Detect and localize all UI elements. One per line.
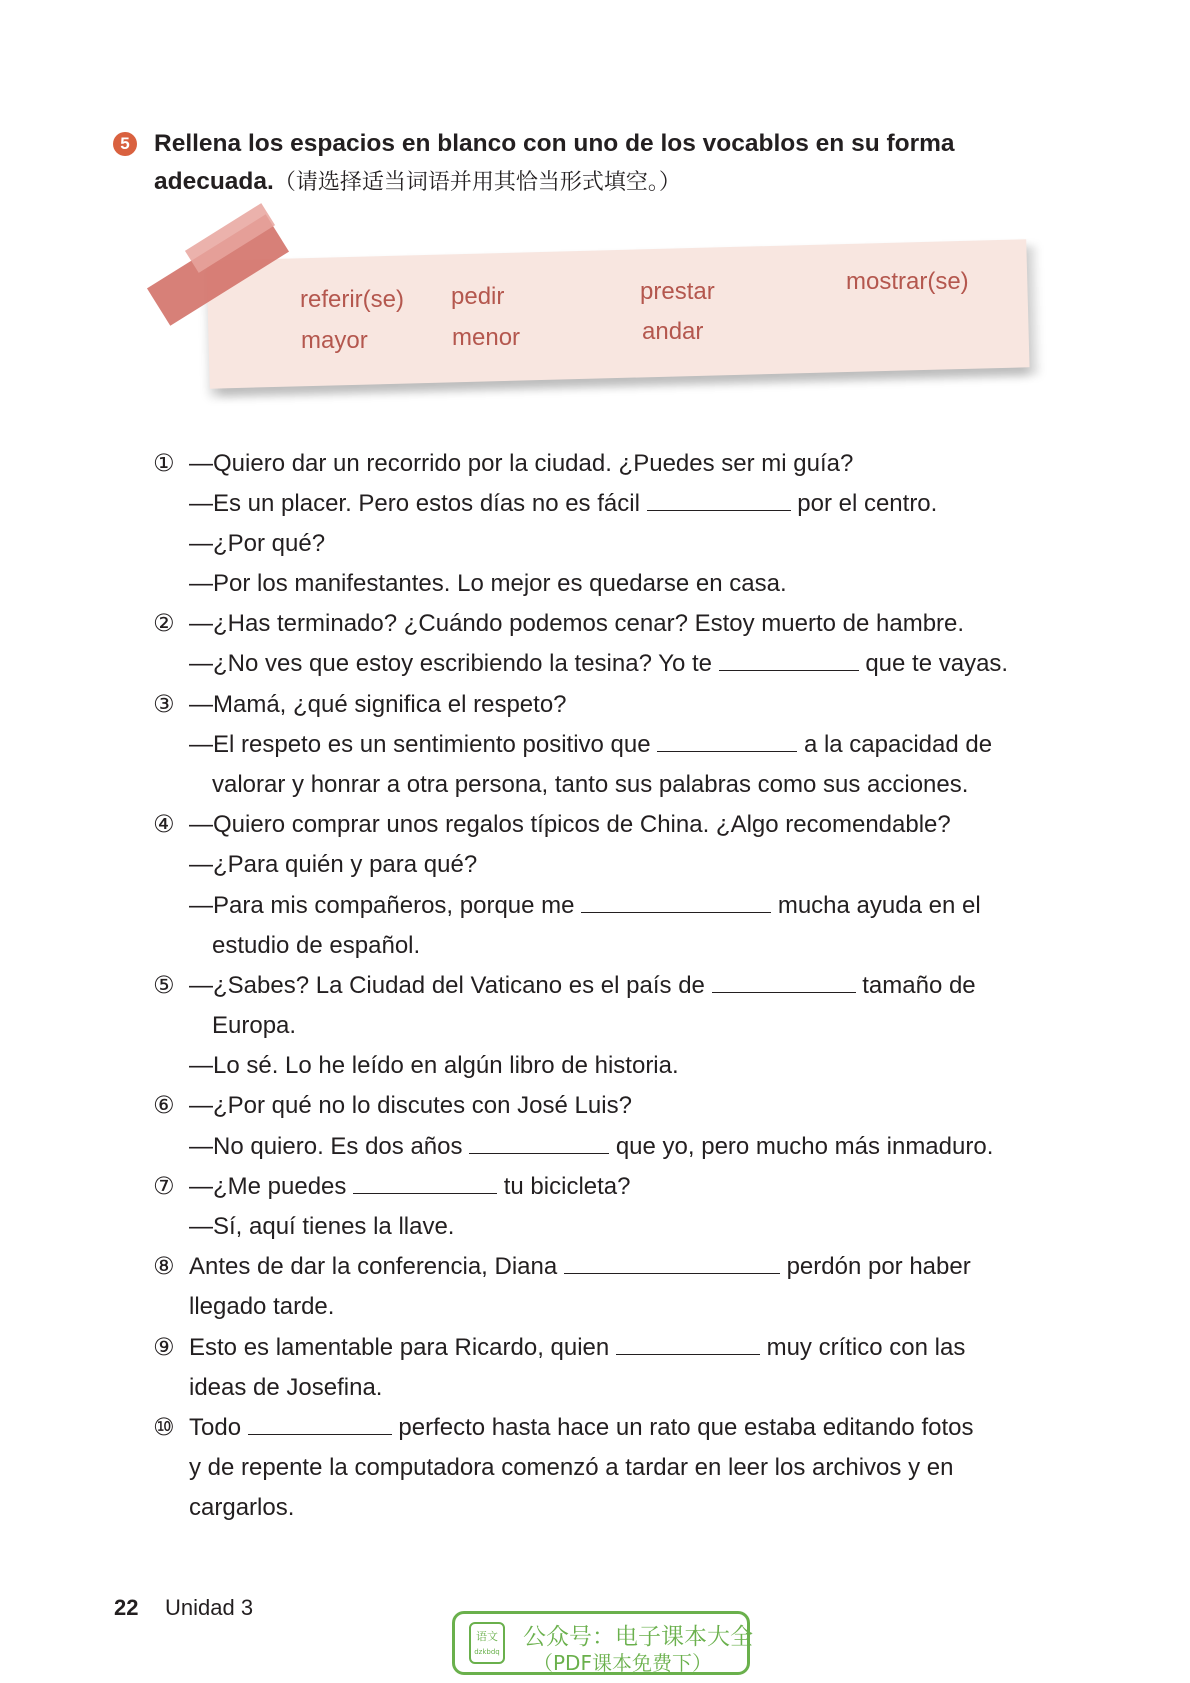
exercise-title-line2 xyxy=(154,167,681,198)
item-7-line-2 xyxy=(189,1212,454,1242)
item-10-line-2 xyxy=(189,1453,953,1483)
item-5-text: tamaño de xyxy=(862,972,976,999)
item-4-line-4 xyxy=(212,931,420,961)
answer-blank[interactable] xyxy=(616,1336,760,1355)
answer-blank[interactable] xyxy=(712,974,856,993)
stamp-logo-sub: dzkbdq xyxy=(474,1648,500,1656)
item-8-line-1 xyxy=(153,1252,971,1282)
item-5-line-2 xyxy=(212,1011,296,1041)
item-10-text: cargarlos. xyxy=(189,1494,295,1521)
stamp-logo-text: 语文 xyxy=(476,1630,498,1643)
item-9-text: muy crítico con las xyxy=(766,1334,966,1361)
item-9-text: Esto es lamentable para Ricardo, quien xyxy=(189,1334,610,1361)
item-9-line-2 xyxy=(189,1373,382,1403)
item-3-text: a la capacidad de xyxy=(803,731,993,758)
item-7-text: tu bicicleta? xyxy=(503,1173,631,1200)
item-7-number: ⑦ xyxy=(153,1173,175,1200)
item-1-line-4 xyxy=(189,569,787,599)
item-2-line-2 xyxy=(189,649,1008,679)
word-prestar: prestar xyxy=(640,278,715,305)
item-8-text: Antes de dar la conferencia, Diana xyxy=(189,1253,558,1280)
item-6-number: ⑥ xyxy=(153,1092,175,1119)
unit-label: Unidad 3 xyxy=(165,1595,254,1620)
item-4-text: —¿Para quién y para qué? xyxy=(189,851,478,878)
item-10-text: y de repente la computadora comenzó a tardar en leer los archivos y en xyxy=(189,1454,954,1481)
item-3-text: valorar y honrar a otra persona, tanto sus palabras como sus acciones. xyxy=(212,771,969,798)
item-6-text: —No quiero. Es dos años xyxy=(189,1133,463,1160)
stamp-line-2: （PDF课本免费下） xyxy=(533,1651,712,1675)
item-1-text: por el centro. xyxy=(797,490,938,517)
word-mayor: mayor xyxy=(301,327,368,354)
item-3-text: —El respeto es un sentimiento positivo que xyxy=(189,731,651,758)
item-3-text: —Mamá, ¿qué significa el respeto? xyxy=(189,691,567,718)
item-8-text: perdón por haber xyxy=(786,1253,971,1280)
item-5-text: —¿Sabes? La Ciudad del Vaticano es el país de xyxy=(189,972,705,999)
item-1-line-3 xyxy=(189,529,325,559)
item-10-text: perfecto hasta hace un rato que estaba editando fotos xyxy=(398,1414,974,1441)
item-5-line-1 xyxy=(153,971,976,1001)
item-1-text: —Quiero dar un recorrido por la ciudad. ¿Puedes ser mi guía? xyxy=(189,450,854,477)
page-number: 22 xyxy=(114,1595,139,1620)
item-10-line-3 xyxy=(189,1493,294,1523)
exercise-number-badge: 5 xyxy=(113,132,137,156)
answer-blank[interactable] xyxy=(647,492,791,511)
item-7-line-1 xyxy=(153,1172,631,1202)
item-4-number: ④ xyxy=(153,811,175,838)
exercise-title-chinese: （请选择适当词语并用其恰当形式填空。） xyxy=(273,170,681,195)
item-4-text: —Quiero comprar unos regalos típicos de China. ¿Algo recomendable? xyxy=(189,811,951,838)
item-7-text: —Sí, aquí tienes la llave. xyxy=(189,1213,455,1240)
word-menor: menor xyxy=(452,324,521,351)
item-2-text: —¿Has terminado? ¿Cuándo podemos cenar? Estoy muerto de hambre. xyxy=(189,610,965,637)
item-8-text: llegado tarde. xyxy=(189,1293,335,1320)
item-7-text: —¿Me puedes xyxy=(189,1173,347,1200)
item-6-line-1 xyxy=(153,1091,632,1121)
item-1-number: ① xyxy=(153,450,175,477)
item-6-line-2 xyxy=(189,1132,993,1162)
item-2-text: que te vayas. xyxy=(865,650,1009,677)
item-4-text: mucha ayuda en el xyxy=(777,892,981,919)
item-3-line-3 xyxy=(212,770,968,800)
word-referir: referir(se) xyxy=(300,286,405,313)
item-4-line-3 xyxy=(189,891,981,921)
item-1-text: —Es un placer. Pero estos días no es fácil xyxy=(189,490,640,517)
item-5-text: Europa. xyxy=(212,1012,297,1039)
item-3-line-1 xyxy=(153,690,567,720)
item-9-text: ideas de Josefina. xyxy=(189,1374,383,1401)
item-4-line-2 xyxy=(189,850,477,880)
item-2-number: ② xyxy=(153,610,175,637)
item-6-text: que yo, pero mucho más inmaduro. xyxy=(615,1133,994,1160)
item-5-number: ⑤ xyxy=(153,972,175,999)
item-2-line-1 xyxy=(153,609,964,639)
watermark-stamp xyxy=(452,1611,753,1675)
item-5-line-3 xyxy=(189,1051,679,1081)
item-9-number: ⑨ xyxy=(153,1334,175,1361)
item-8-number: ⑧ xyxy=(153,1253,175,1280)
word-mostrar: mostrar(se) xyxy=(846,268,969,295)
item-10-line-1 xyxy=(153,1413,973,1443)
answer-blank[interactable] xyxy=(353,1175,497,1194)
item-1-text: —Por los manifestantes. Lo mejor es quedarse en casa. xyxy=(189,570,787,597)
item-9-line-1 xyxy=(153,1333,965,1363)
word-bank-card xyxy=(206,239,1029,388)
answer-blank[interactable] xyxy=(564,1255,780,1274)
item-3-line-2 xyxy=(189,730,992,760)
item-4-text: estudio de español. xyxy=(212,932,421,959)
item-10-text: Todo xyxy=(189,1414,242,1441)
item-4-line-1 xyxy=(153,810,951,840)
item-6-text: —¿Por qué no lo discutes con José Luis? xyxy=(189,1092,632,1119)
item-1-line-2 xyxy=(189,489,937,519)
stamp-line-1: 公众号：电子课本大全 xyxy=(523,1624,753,1650)
answer-blank[interactable] xyxy=(248,1416,392,1435)
item-5-text: —Lo sé. Lo he leído en algún libro de historia. xyxy=(189,1052,679,1079)
item-10-number: ⑩ xyxy=(153,1414,175,1441)
item-1-text: —¿Por qué? xyxy=(189,530,326,557)
exercise-title-end: adecuada. xyxy=(154,168,274,195)
answer-blank[interactable] xyxy=(657,733,797,752)
item-3-number: ③ xyxy=(153,691,175,718)
item-8-line-2 xyxy=(189,1292,334,1322)
book-logo-icon xyxy=(469,1622,505,1664)
answer-blank[interactable] xyxy=(581,894,771,913)
answer-blank[interactable] xyxy=(469,1135,609,1154)
item-2-text: —¿No ves que estoy escribiendo la tesina? Yo te xyxy=(189,650,712,677)
answer-blank[interactable] xyxy=(719,652,859,671)
word-andar: andar xyxy=(642,318,704,345)
word-pedir: pedir xyxy=(451,283,505,310)
item-4-text: —Para mis compañeros, porque me xyxy=(189,892,575,919)
item-1-line-1 xyxy=(153,449,1053,479)
exercise-title: Rellena los espacios en blanco con uno de los vocablos en su forma xyxy=(154,130,955,157)
